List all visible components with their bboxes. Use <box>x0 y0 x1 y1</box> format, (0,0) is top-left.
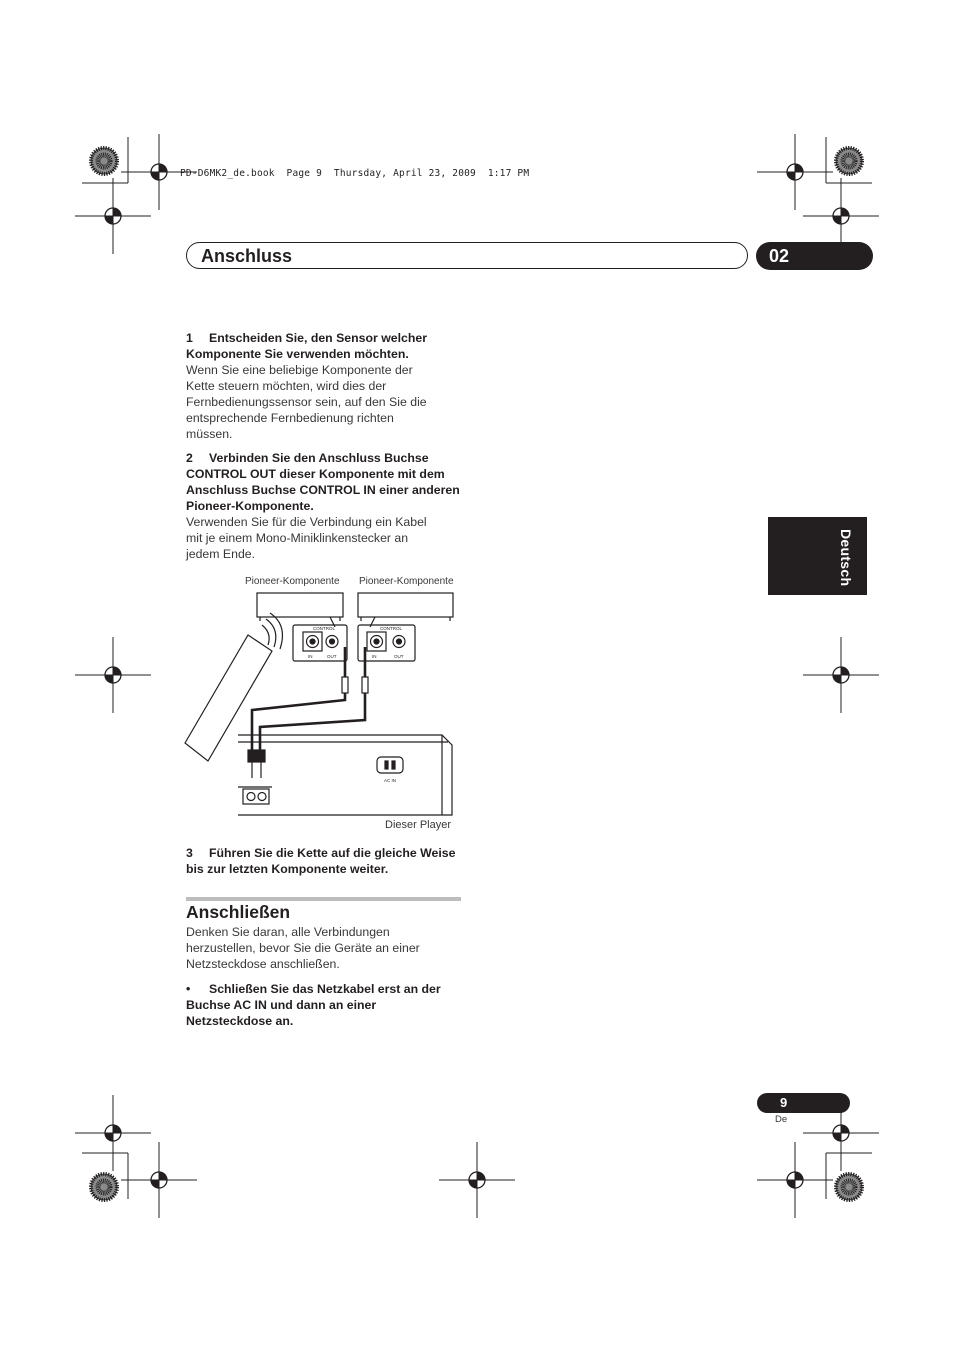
page-number: 9 <box>780 1095 788 1110</box>
connection-diagram <box>180 585 470 820</box>
step-1-heading-line: Komponente Sie verwenden möchten. <box>186 347 409 361</box>
step-1-heading-line: Entscheiden Sie, den Sensor welcher <box>209 331 427 345</box>
jack-in-left: IN <box>308 654 313 659</box>
body-line: Wenn Sie eine beliebige Komponente der <box>186 363 413 377</box>
pioneer-component-right <box>358 593 453 617</box>
chapter-number: 02 <box>769 246 790 266</box>
body-line: müssen. <box>186 427 233 441</box>
step-3-heading <box>186 845 464 877</box>
body-line: Denken Sie daran, alle Verbindungen <box>186 925 390 939</box>
figure-label-player: Dieser Player <box>385 819 452 831</box>
bullet-line: Buchse AC IN und dann an einer <box>186 998 377 1012</box>
body-line: herzustellen, bevor Sie die Geräte an einer <box>186 941 420 955</box>
body-line: mit je einem Mono-Miniklinkenstecker an <box>186 531 409 545</box>
body-line: Netzsteckdose anschließen. <box>186 957 340 971</box>
page-language: De <box>775 1114 788 1125</box>
chapter-title: Anschluss <box>201 246 293 266</box>
body-line: Fernbedienungssensor sein, auf den Sie die <box>186 395 427 409</box>
book-file-line: PD-D6MK2_de.book Page 9 Thursday, April 23, 2009 1:17 PM <box>180 168 530 179</box>
step-3-heading-line: bis zur letzten Komponente weiter. <box>186 862 389 876</box>
ac-in-socket <box>377 757 403 773</box>
jack-out-left: OUT <box>327 654 337 659</box>
section-bullet <box>186 981 464 1029</box>
body-line: Kette steuern möchten, wird dies der <box>186 379 387 393</box>
body-line: Verwenden Sie für die Verbindung ein Kabel <box>186 515 427 529</box>
chapter-header <box>186 242 748 269</box>
step-3-heading-line: Führen Sie die Kette auf die gleiche Weise <box>209 846 456 860</box>
step-2-heading <box>186 450 464 514</box>
step-2 <box>186 450 464 562</box>
jack-out-right: OUT <box>394 654 404 659</box>
step-2-heading-line: Anschluss Buchse CONTROL IN einer anderen <box>186 483 460 497</box>
jack-in-right: IN <box>372 654 377 659</box>
section-title: Anschließen <box>186 902 291 922</box>
figure-label-right: Pioneer-Komponente <box>359 576 454 587</box>
step-2-number: 2 <box>186 451 193 465</box>
step-1-number: 1 <box>186 331 193 345</box>
bullet-mark: • <box>186 982 191 996</box>
step-3-number: 3 <box>186 846 193 860</box>
language-tab-label: Deutsch <box>838 529 854 587</box>
chapter-number-badge <box>756 242 873 270</box>
body-line: entsprechende Fernbedienung richten <box>186 411 394 425</box>
bullet-line: Schließen Sie das Netzkabel erst an der <box>209 982 441 996</box>
step-2-heading-line: CONTROL OUT dieser Komponente mit dem <box>186 467 445 481</box>
step-2-body <box>186 514 464 562</box>
bullet-line: Netzsteckdose an. <box>186 1014 294 1028</box>
language-tab <box>768 517 867 595</box>
step-3 <box>186 845 464 877</box>
body-line: jedem Ende. <box>186 547 256 561</box>
step-2-heading-line: Verbinden Sie den Anschluss Buchse <box>209 451 429 465</box>
page-number-badge <box>757 1093 850 1113</box>
step-1-body <box>186 362 464 442</box>
step-1-heading <box>186 330 464 362</box>
figure-label-left: Pioneer-Komponente <box>245 576 340 587</box>
step-2-heading-line: Pioneer-Komponente. <box>186 499 314 513</box>
control-label-right: CONTROL <box>380 626 403 631</box>
section-body <box>186 924 464 972</box>
this-player <box>238 735 452 815</box>
ac-in-label: AC IN <box>384 778 397 783</box>
step-1 <box>186 330 464 442</box>
control-label-left: CONTROL <box>313 626 336 631</box>
